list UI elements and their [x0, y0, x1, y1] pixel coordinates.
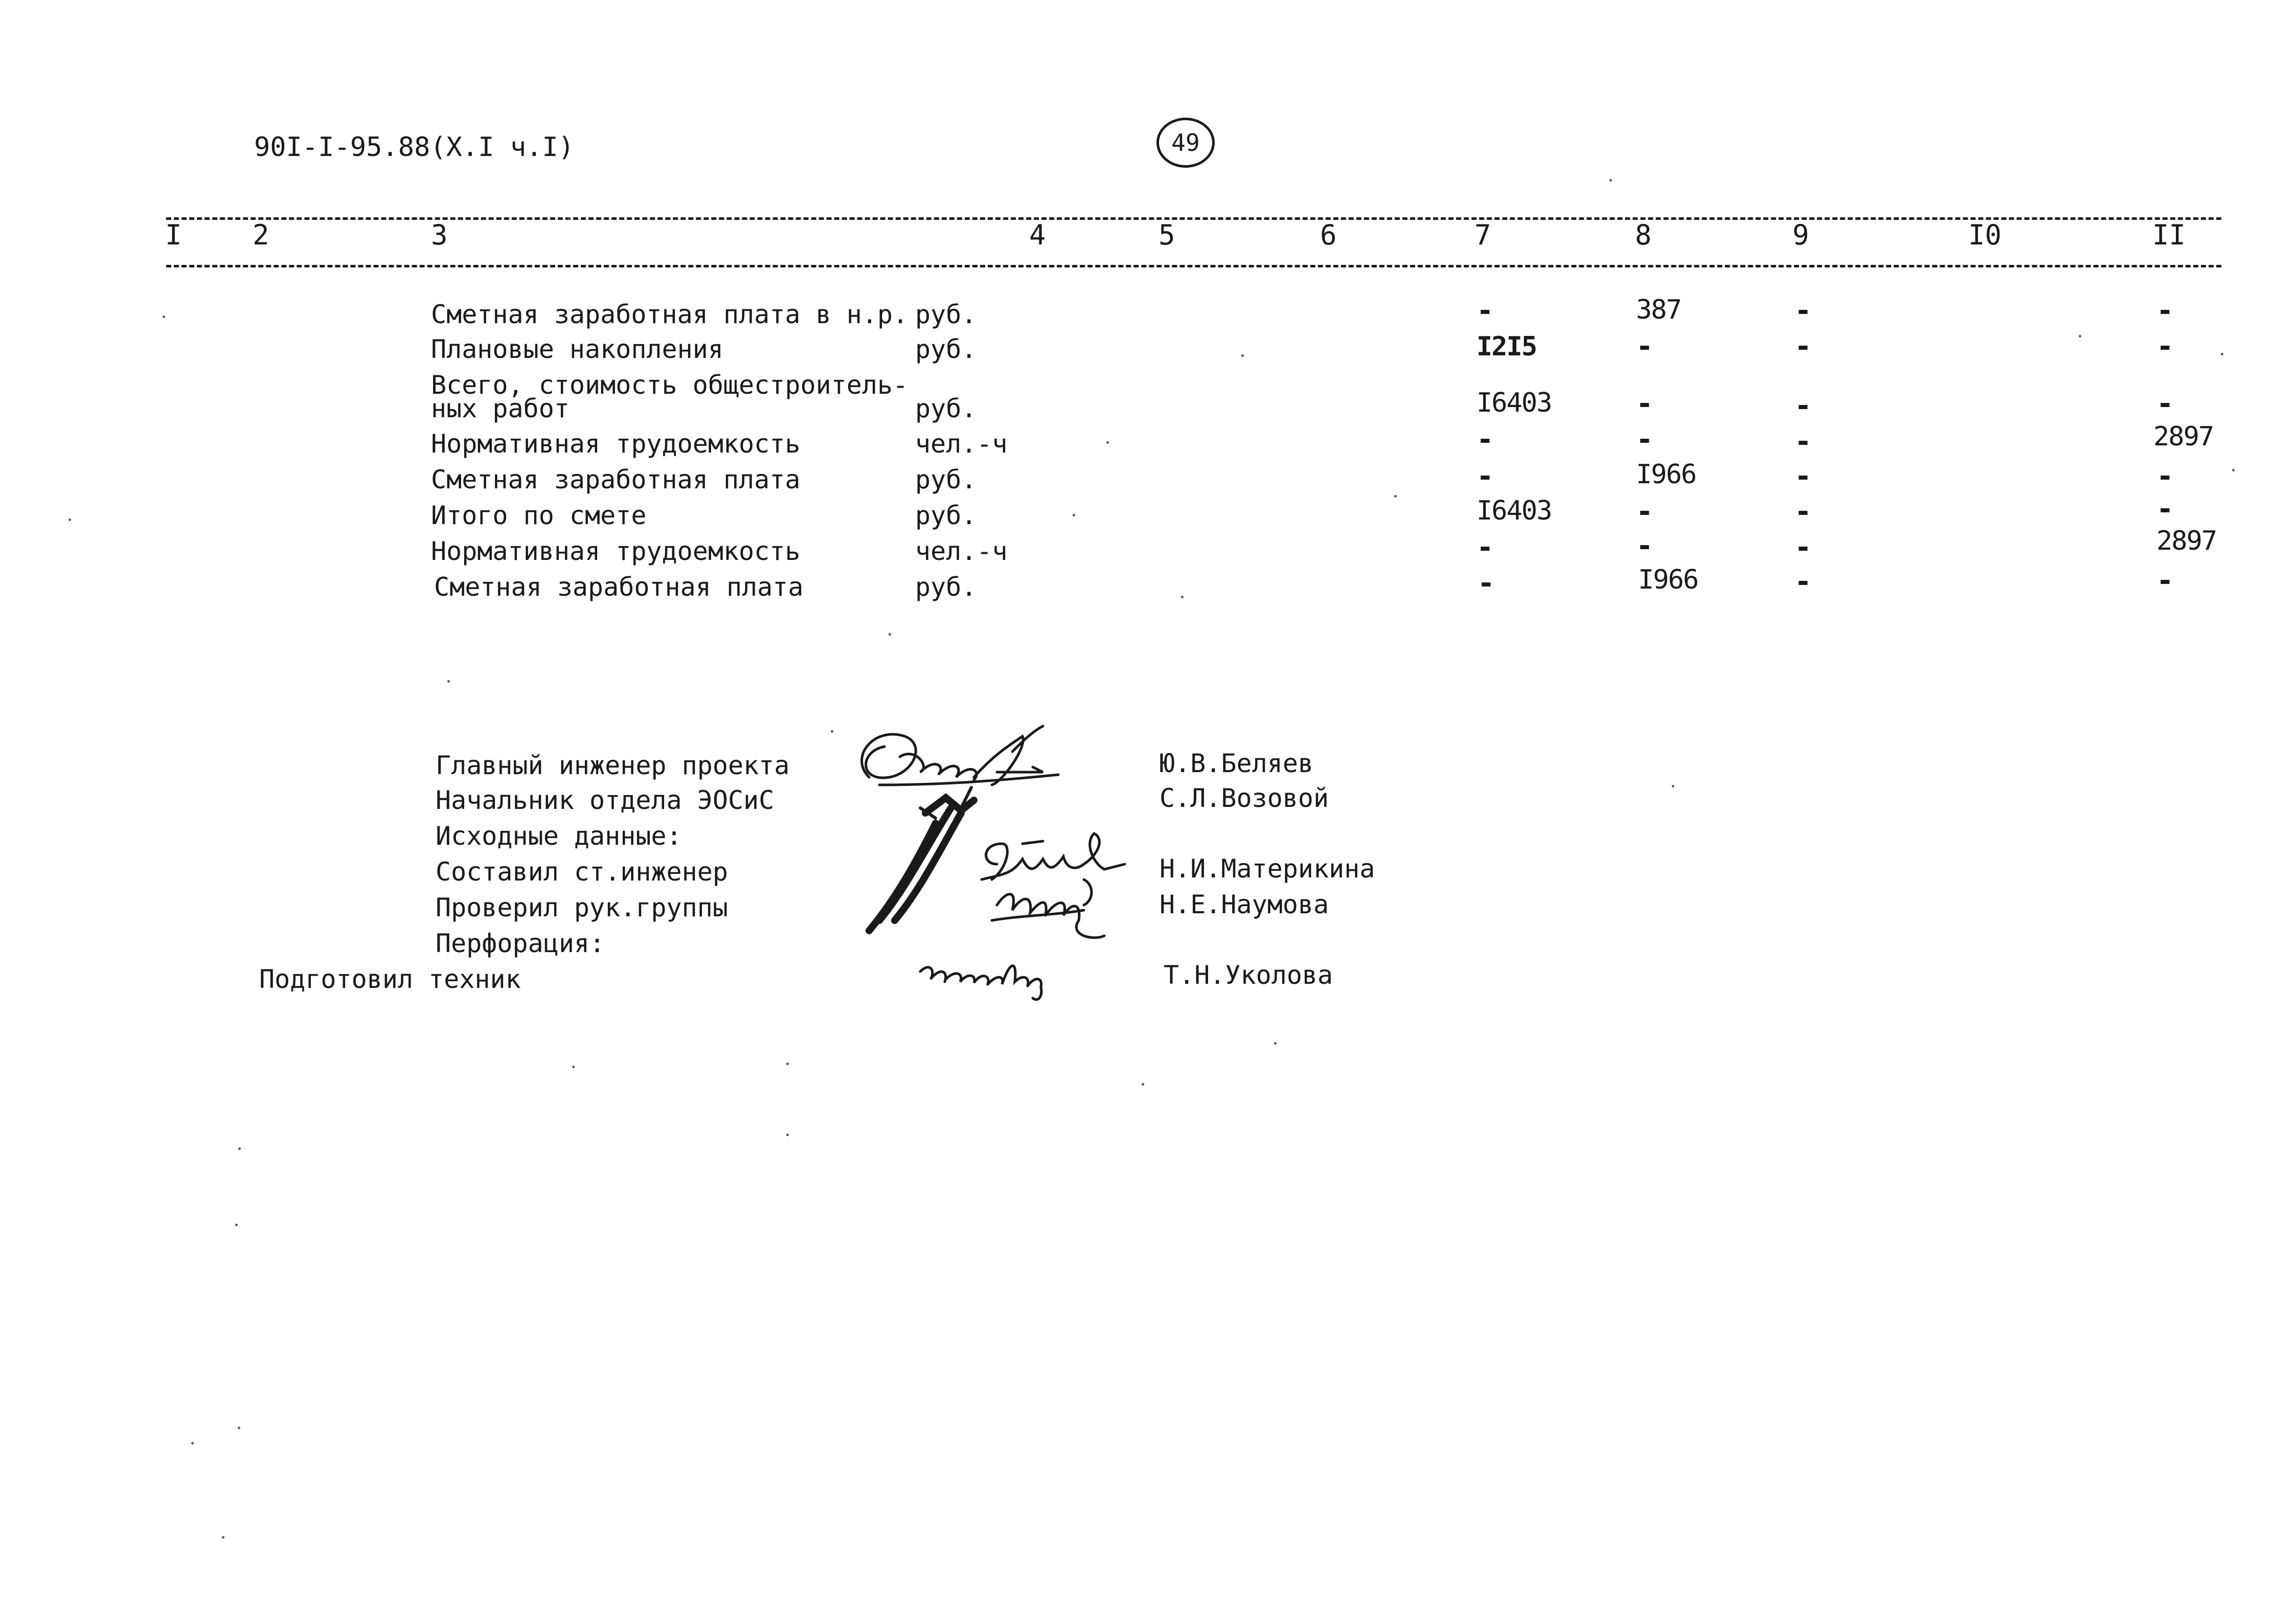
cell-col8: -: [1636, 529, 1653, 562]
cell-col8: -: [1636, 423, 1653, 456]
scan-speck: [1181, 596, 1184, 598]
cell-col7: -: [1477, 567, 1495, 600]
row-label: Всего, стоимость общестроитель-: [431, 370, 908, 400]
signature-role: Главный инженер проекта: [436, 751, 790, 780]
scan-speck: [191, 1442, 194, 1445]
cell-col9: -: [1794, 495, 1812, 528]
cell-col11: -: [2156, 294, 2174, 327]
cell-col8: 387: [1636, 295, 1681, 325]
row-label: Итого по смете: [431, 501, 647, 530]
scan-speck: [238, 1427, 240, 1429]
scan-speck: [786, 1063, 789, 1065]
signature-role: Составил ст.инженер: [436, 857, 728, 887]
column-header-9: 9: [1792, 219, 1809, 251]
scan-speck: [222, 1536, 224, 1539]
signature-role: Подготовил техник: [259, 964, 521, 994]
scan-speck: [1672, 785, 1674, 787]
row-label-continued: ных работ: [431, 394, 570, 423]
scan-speck: [2079, 335, 2081, 337]
scan-speck: [2232, 469, 2235, 471]
row-unit: руб.: [915, 465, 977, 494]
header-bottom-rule: [166, 265, 2221, 267]
cell-col11: -: [2156, 564, 2174, 597]
row-unit: чел.-ч: [915, 429, 1008, 459]
scan-speck: [1241, 354, 1244, 357]
cell-col8: -: [1636, 330, 1653, 363]
signature-name: Т.Н.Уколова: [1164, 960, 1333, 990]
scan-speck: [235, 1224, 238, 1226]
row-label: Нормативная трудоемкость: [431, 429, 801, 459]
scan-speck: [69, 518, 71, 521]
signature-ukolova: [920, 966, 1041, 1000]
scan-speck: [831, 730, 833, 733]
scan-speck: [1142, 1083, 1144, 1086]
cell-col9: -: [1794, 531, 1812, 564]
cell-col11: 2897: [2153, 421, 2214, 452]
document-code: 90I-I-95.88(X.I ч.I): [254, 132, 575, 163]
signature-name: Ю.В.Беляев: [1160, 749, 1314, 778]
scan-speck: [567, 217, 570, 220]
cell-col9: -: [1794, 389, 1812, 422]
cell-col8: I966: [1636, 459, 1696, 490]
cell-col8: I966: [1638, 565, 1698, 595]
row-label: Плановые накопления: [431, 334, 723, 364]
column-header-6: 6: [1320, 219, 1337, 251]
column-header-10: I0: [1968, 219, 2002, 251]
cell-col11: -: [2156, 387, 2174, 420]
scan-speck: [238, 1147, 241, 1150]
cell-col11: -: [2156, 492, 2174, 526]
scan-speck: [1609, 179, 1612, 182]
signature-role: Исходные данные:: [436, 821, 682, 851]
row-unit: руб.: [915, 394, 977, 423]
signature-naumova: [992, 880, 1104, 938]
row-unit: руб.: [915, 334, 977, 364]
signature-name: С.Л.Возовой: [1160, 783, 1329, 813]
column-header-3: 3: [431, 219, 448, 251]
page-number-badge: [1156, 118, 1215, 168]
row-unit: руб.: [915, 300, 977, 329]
column-header-1: I: [165, 219, 182, 251]
cell-col11: 2897: [2156, 526, 2217, 556]
cell-col9: -: [1794, 294, 1812, 327]
scan-speck: [786, 1134, 789, 1136]
row-unit: чел.-ч: [915, 536, 1008, 566]
signature-name: Н.Е.Наумова: [1160, 890, 1329, 919]
row-label: Сметная заработная плата в н.р.: [431, 300, 908, 329]
scan-speck: [2221, 353, 2223, 355]
cell-col9: -: [1794, 460, 1812, 493]
signature-name: Н.И.Материкина: [1160, 854, 1375, 884]
cell-col8: -: [1636, 387, 1653, 420]
column-header-4: 4: [1029, 219, 1046, 251]
cell-col7: -: [1476, 531, 1494, 564]
row-unit: руб.: [915, 572, 977, 602]
column-header-8: 8: [1635, 219, 1652, 251]
row-label: Сметная заработная плата: [431, 465, 801, 494]
page-number: 49: [1171, 129, 1200, 156]
column-header-5: 5: [1158, 219, 1175, 251]
signature-role: Проверил рук.группы: [436, 893, 728, 922]
column-header-11: II: [2152, 219, 2186, 251]
cell-col9: -: [1794, 330, 1812, 363]
signature-vozovoy: [869, 798, 974, 931]
cell-col7: -: [1476, 294, 1494, 327]
cell-col9: -: [1794, 425, 1812, 458]
scan-speck: [1394, 495, 1397, 498]
signature-role: Начальник отдела ЭОСиС: [436, 785, 775, 815]
row-label: Нормативная трудоемкость: [431, 536, 801, 566]
scan-speck: [163, 315, 165, 318]
column-header-7: 7: [1474, 219, 1491, 251]
cell-col7: I2I5: [1476, 331, 1537, 362]
cell-col7: -: [1476, 423, 1494, 456]
scan-speck: [572, 1066, 575, 1068]
scan-speck: [1106, 441, 1109, 444]
header-top-rule: [166, 217, 2221, 220]
row-unit: руб.: [915, 501, 977, 530]
cell-col7: I6403: [1476, 495, 1552, 526]
scan-speck: [1274, 1042, 1277, 1045]
cell-col11: -: [2156, 330, 2174, 363]
scan-speck: [447, 680, 450, 683]
cell-col7: I6403: [1476, 388, 1552, 418]
cell-col11: -: [2156, 460, 2174, 493]
scan-speck: [1073, 514, 1075, 516]
signature-belyaev: [862, 726, 1058, 785]
cell-col7: -: [1476, 460, 1494, 493]
signature-role: Перфорация:: [436, 929, 605, 958]
cell-col8: -: [1636, 495, 1653, 528]
row-label: Сметная заработная плата: [434, 572, 804, 602]
handwritten-signatures: [828, 695, 1186, 1012]
column-header-2: 2: [253, 219, 269, 251]
signature-materikina: [982, 833, 1125, 880]
scan-speck: [889, 633, 891, 636]
cell-col9: -: [1794, 565, 1812, 598]
